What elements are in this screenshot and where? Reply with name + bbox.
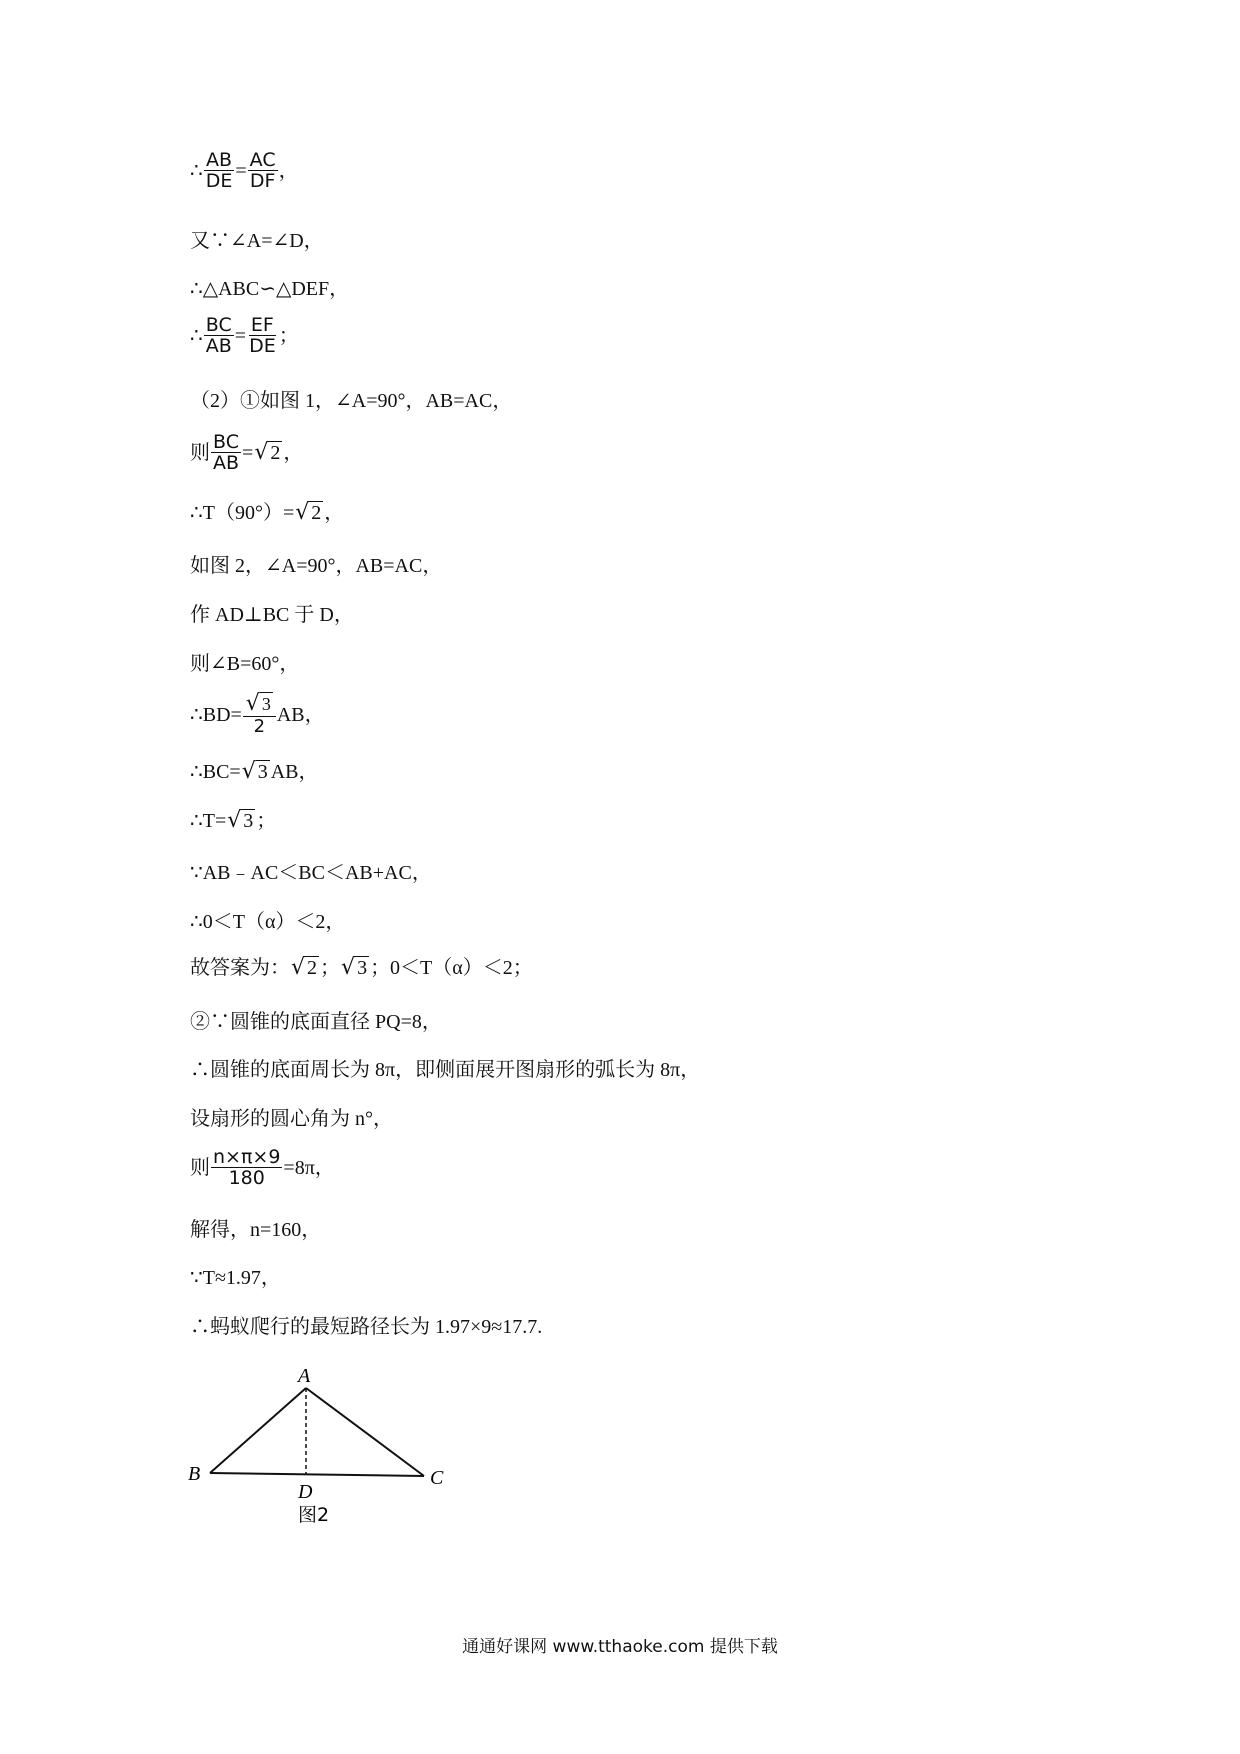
radical-sign: √ bbox=[291, 955, 306, 980]
side-ab bbox=[210, 1388, 306, 1473]
line-end: AB， bbox=[276, 703, 325, 726]
line-prefix: ∴T（90°）= bbox=[190, 502, 295, 524]
line-end: ；0＜T（α）＜2； bbox=[370, 957, 533, 979]
equals-sign: = bbox=[242, 441, 254, 464]
vertex-label-c: C bbox=[430, 1467, 444, 1489]
proof-line-15: ∴0＜T（α）＜2， bbox=[190, 911, 346, 933]
radicand: 3 bbox=[261, 694, 271, 714]
radical-sign: √ bbox=[227, 808, 242, 833]
side-ac bbox=[306, 1388, 424, 1476]
proof-line-7 bbox=[190, 501, 344, 525]
fraction-numerator: AB bbox=[206, 149, 233, 171]
line-end: ， bbox=[324, 502, 345, 524]
proof-line-18: ∴圆锥的底面周长为 8π，即侧面展开图扇形的弧长为 8π， bbox=[190, 1059, 701, 1081]
proof-line-12 bbox=[190, 760, 319, 784]
line-prefix: ∴BC= bbox=[190, 761, 241, 783]
line-prefix: ∴BD= bbox=[190, 703, 242, 726]
separator: ； bbox=[320, 957, 341, 979]
fraction-sector-angle bbox=[211, 1147, 282, 1188]
proof-line-16 bbox=[190, 956, 533, 980]
fraction-ac-over-df bbox=[248, 150, 278, 191]
radical-sign: √ bbox=[241, 759, 256, 784]
square-root bbox=[254, 441, 282, 465]
fraction-numerator: BC bbox=[205, 314, 232, 336]
square-root bbox=[295, 501, 323, 525]
figure-caption: 图2 bbox=[298, 1504, 330, 1526]
triangle-figure bbox=[180, 1360, 460, 1540]
proof-line-19: 设扇形的圆心角为 n°， bbox=[190, 1108, 393, 1130]
radicand: 2 bbox=[311, 502, 322, 524]
equals-sign: = bbox=[235, 159, 247, 182]
fraction-numerator bbox=[243, 692, 276, 717]
proof-line-5: （2）①如图 1，∠A=90°，AB=AC， bbox=[190, 390, 513, 412]
line-prefix: 故答案为： bbox=[190, 957, 290, 979]
fraction-numerator: BC bbox=[213, 431, 239, 453]
proof-line-1 bbox=[190, 150, 299, 191]
therefore-symbol: ∴ bbox=[190, 159, 203, 182]
radicand: 3 bbox=[243, 810, 254, 832]
fraction-numerator: n×π×9 bbox=[213, 1146, 281, 1168]
proof-line-23: ∴蚂蚁爬行的最短路径长为 1.97×9≈17.7. bbox=[190, 1316, 543, 1338]
radicand: 3 bbox=[257, 761, 268, 783]
proof-line-6 bbox=[190, 432, 303, 473]
therefore-symbol: ∴ bbox=[190, 324, 203, 347]
radicand: 3 bbox=[357, 957, 368, 979]
vertex-label-a: A bbox=[298, 1365, 311, 1387]
proof-line-11 bbox=[190, 692, 325, 737]
proof-line-10: 则∠B=60°， bbox=[190, 653, 300, 675]
proof-line-21: 解得，n=160， bbox=[190, 1219, 322, 1241]
square-root bbox=[227, 809, 255, 833]
radicand: 2 bbox=[307, 957, 318, 979]
line-end: ， bbox=[278, 159, 299, 182]
fraction-bc-over-ab bbox=[211, 432, 241, 473]
proof-line-8: 如图 2，∠A=90°，AB=AC， bbox=[190, 555, 443, 577]
proof-line-13 bbox=[190, 809, 276, 833]
line-end: AB， bbox=[270, 761, 319, 783]
proof-line-4 bbox=[190, 315, 299, 356]
fraction-denominator: 2 bbox=[253, 716, 266, 737]
fraction-bc-over-ab bbox=[204, 315, 234, 356]
line-end: =8π， bbox=[283, 1156, 335, 1179]
radicand: 2 bbox=[270, 441, 281, 464]
equals-sign: = bbox=[234, 324, 247, 347]
fraction-denominator: DE bbox=[249, 335, 276, 357]
proof-line-9: 作 AD⊥BC 于 D， bbox=[190, 604, 354, 626]
radical-sign: √ bbox=[295, 500, 310, 525]
radical-sign: √ bbox=[254, 439, 269, 465]
fraction-denominator: 180 bbox=[228, 1167, 265, 1189]
proof-line-20 bbox=[190, 1147, 335, 1188]
fraction-ef-over-de bbox=[247, 315, 278, 356]
proof-line-2: 又∵∠A=∠D， bbox=[190, 230, 324, 252]
proof-line-3: ∴△ABC∽△DEF， bbox=[190, 278, 350, 300]
fraction-denominator: DE bbox=[205, 170, 233, 192]
square-root bbox=[242, 760, 270, 784]
radical-sign: √ bbox=[341, 955, 356, 980]
fraction-denominator: AB bbox=[205, 335, 232, 357]
square-root bbox=[246, 692, 273, 716]
fraction-numerator: AC bbox=[249, 149, 276, 171]
square-root bbox=[341, 956, 369, 980]
side-bc bbox=[210, 1473, 424, 1476]
fraction-denominator: DF bbox=[249, 170, 276, 192]
line-end: ， bbox=[283, 441, 304, 464]
fraction-ab-over-de bbox=[204, 150, 235, 191]
line-prefix: ∴T= bbox=[190, 810, 227, 832]
radical-sign: √ bbox=[245, 691, 260, 716]
proof-line-22: ∵T≈1.97， bbox=[190, 1267, 281, 1289]
line-end: ； bbox=[256, 810, 277, 832]
fraction-root3-over-2 bbox=[243, 692, 276, 737]
fraction-numerator: EF bbox=[250, 314, 274, 336]
page-footer: 通通好课网 www.tthaoke.com 提供下载 bbox=[462, 1637, 778, 1657]
proof-line-14: ∵AB﹣AC＜BC＜AB+AC， bbox=[190, 862, 432, 884]
vertex-label-b: B bbox=[188, 1463, 201, 1485]
line-prefix: 则 bbox=[190, 441, 210, 464]
line-prefix: 则 bbox=[190, 1156, 210, 1179]
square-root bbox=[291, 956, 319, 980]
fraction-denominator: AB bbox=[213, 452, 240, 474]
line-end: ； bbox=[278, 324, 299, 347]
proof-line-17: ②∵圆锥的底面直径 PQ=8， bbox=[190, 1011, 442, 1033]
foot-label-d: D bbox=[298, 1481, 313, 1503]
